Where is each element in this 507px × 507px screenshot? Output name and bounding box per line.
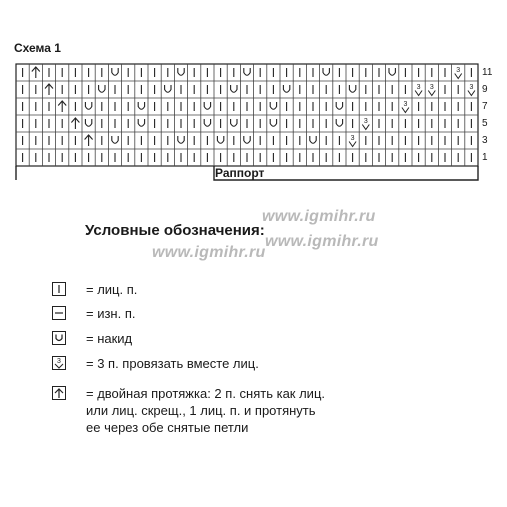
k3tog-stitch — [468, 91, 475, 96]
k3tog-stitch-label: 3 — [456, 67, 461, 74]
k3tog-stitch — [455, 74, 462, 79]
yarn-over-icon — [52, 331, 66, 345]
row-number: 9 — [482, 84, 488, 95]
yarn-over-stitch — [204, 119, 210, 126]
yarn-over-stitch — [112, 136, 118, 143]
legend-text: = двойная протяжка: 2 п. снять как лиц. — [86, 386, 326, 401]
yarn-over-stitch — [283, 85, 289, 92]
yarn-over-stitch — [178, 68, 184, 75]
k3tog-icon — [52, 356, 66, 370]
k3tog-stitch — [349, 142, 356, 147]
watermark: www.igmihr.ru — [262, 208, 376, 225]
chart-title: Схема 1 — [14, 41, 61, 55]
yarn-over-stitch — [310, 136, 316, 143]
row-number: 7 — [482, 101, 488, 112]
yarn-over-stitch — [231, 85, 237, 92]
yarn-over-stitch — [85, 119, 91, 126]
yarn-over-stitch — [349, 85, 355, 92]
watermark: www.igmihr.ru — [152, 244, 266, 261]
k3tog-stitch-label: 3 — [363, 118, 368, 125]
yarn-over-stitch — [389, 68, 395, 75]
purl-icon — [52, 306, 66, 320]
double-decrease-icon — [52, 386, 66, 400]
legend-text: = 3 п. провязать вместе лиц. — [86, 356, 259, 371]
legend-text: = лиц. п. — [86, 282, 138, 297]
yarn-over-stitch — [336, 119, 342, 126]
yarn-over-stitch — [204, 102, 210, 109]
k3tog-stitch — [402, 108, 409, 113]
legend-text: = изн. п. — [86, 306, 136, 321]
yarn-over-stitch — [85, 102, 91, 109]
yarn-over-stitch — [270, 119, 276, 126]
yarn-over-stitch — [244, 68, 250, 75]
yarn-over-stitch — [217, 136, 223, 143]
yarn-over-stitch — [323, 68, 329, 75]
yarn-over-stitch — [336, 102, 342, 109]
legend-text: или лиц. скрещ., 1 лиц. п. и протянуть — [86, 403, 316, 418]
repeat-label: Раппорт — [215, 166, 265, 180]
row-number: 11 — [482, 67, 493, 78]
k3tog-stitch-label: 3 — [429, 84, 434, 91]
row-number: 5 — [482, 118, 488, 129]
yarn-over-stitch — [231, 119, 237, 126]
yarn-over-stitch — [270, 102, 276, 109]
yarn-over-stitch — [112, 68, 118, 75]
k3tog-stitch-label: 3 — [416, 84, 421, 91]
yarn-over-stitch — [165, 85, 171, 92]
legend-title: Условные обозначения: — [85, 222, 265, 239]
k3tog-stitch — [415, 91, 422, 96]
svg-text:3: 3 — [57, 358, 61, 365]
knit-icon — [52, 282, 66, 296]
yarn-over-stitch — [244, 136, 250, 143]
legend-text: = накид — [86, 331, 133, 346]
yarn-over-stitch — [99, 85, 105, 92]
legend-text: ее через обе снятые петли — [86, 420, 249, 435]
k3tog-stitch — [428, 91, 435, 96]
k3tog-stitch — [362, 125, 369, 130]
k3tog-stitch-label: 3 — [403, 101, 408, 108]
row-number: 1 — [482, 152, 488, 163]
row-number: 3 — [482, 135, 488, 146]
yarn-over-stitch — [178, 136, 184, 143]
k3tog-stitch-label: 3 — [350, 135, 355, 142]
watermark: www.igmihr.ru — [265, 233, 379, 250]
yarn-over-stitch — [138, 119, 144, 126]
k3tog-stitch-label: 3 — [469, 84, 474, 91]
yarn-over-stitch — [138, 102, 144, 109]
